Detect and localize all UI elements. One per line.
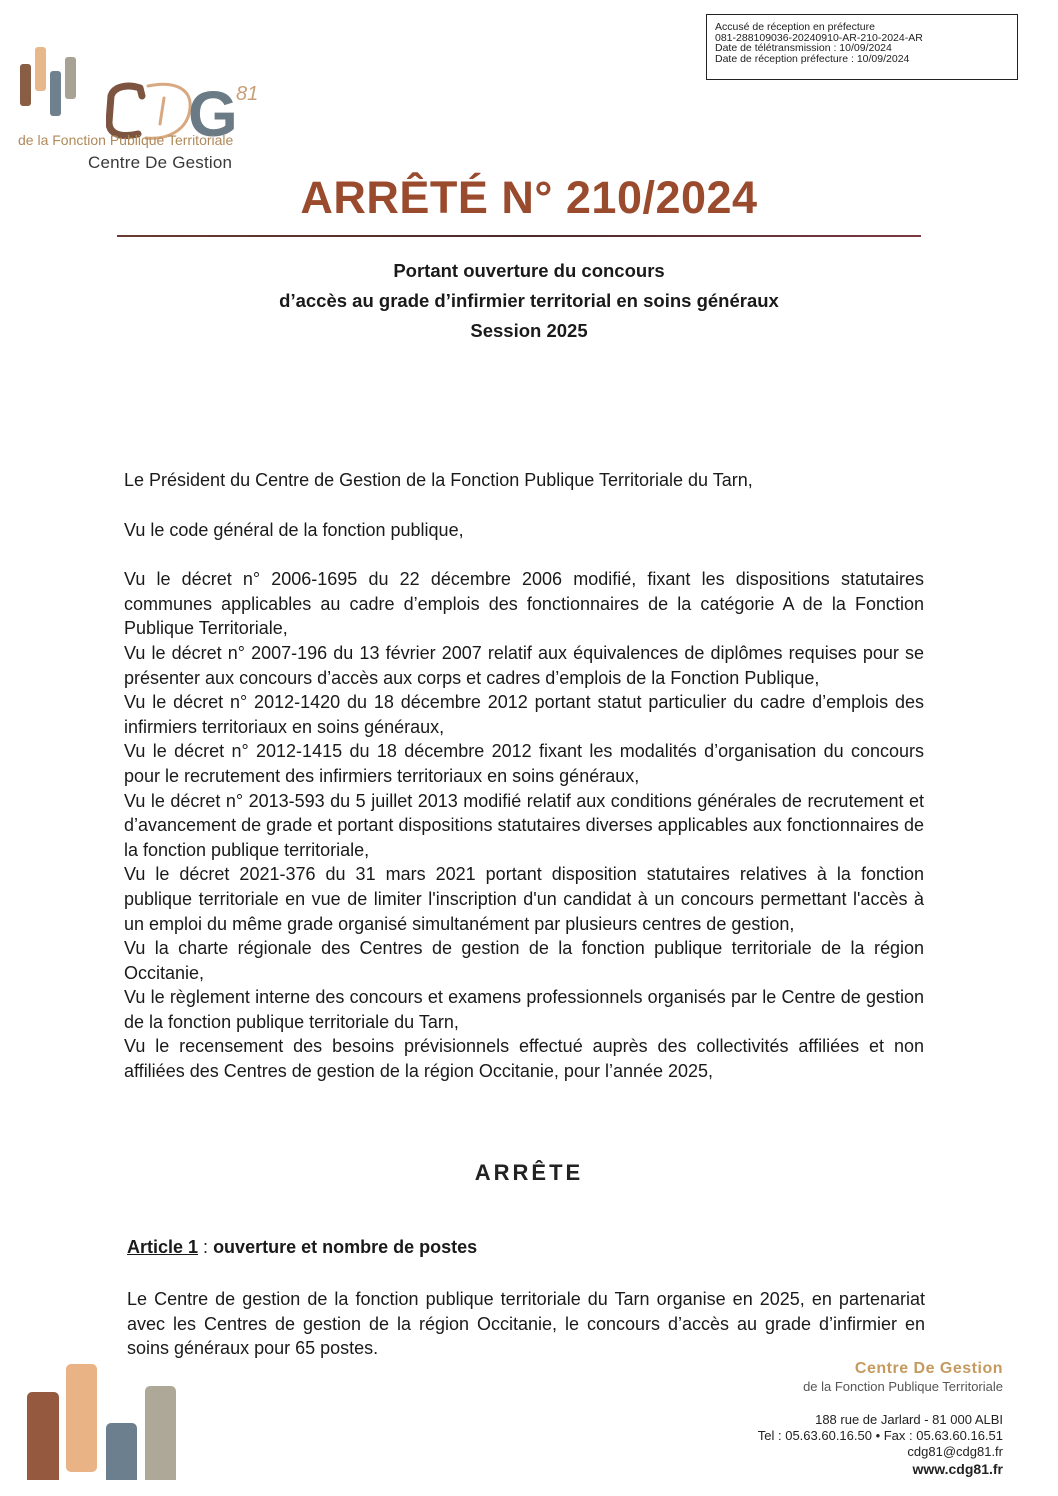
article-1-title: ouverture et nombre de postes — [213, 1237, 478, 1257]
footer-bar-brown — [27, 1392, 59, 1480]
visa-decret-2021-376: Vu le décret 2021-376 du 31 mars 2021 portant disposition statutaires relatives à la fonction publique territoriale en vue de limiter l'inscription d'un candidat à un concours permettant l'accès à un emploi du même grade organisé simultanément par plusieurs centres de gestion, — [124, 864, 924, 934]
svg-text:G: G — [188, 78, 238, 142]
footer-bar-taupe — [145, 1386, 176, 1480]
visa-decret-2007-196: Vu le décret n° 2007-196 du 13 février 2007 relatif aux équivalences de diplômes requises pour se présenter aux concours d’accès aux corps et cadres d’emplois de la Fonction Publique, — [124, 642, 924, 688]
stamp-teletransmission-date: Date de télétransmission : 10/09/2024 — [715, 42, 892, 54]
visa-code-general: Vu le code général de la fonction publique, — [124, 519, 464, 540]
article-1-separator: : — [198, 1237, 214, 1257]
title-divider — [117, 235, 921, 237]
logo-bar-taupe — [65, 57, 76, 99]
visa-decret-2013-593: Vu le décret n° 2013-593 du 5 juillet 2013 modifié relatif aux conditions générales de recrutement et d’avancement de grade et portant dispositions statutaires diverses applicables aux fonctionnaires de la fonction publique territoriale, — [124, 790, 924, 860]
preamble — [124, 468, 924, 1084]
footer-website[interactable]: www.cdg81.fr — [912, 1461, 1003, 1477]
logo-bar-peach — [35, 47, 46, 91]
subtitle-line-1: Portant ouverture du concours — [393, 260, 665, 281]
footer-logo-bars — [26, 1362, 186, 1492]
logo-bar-slate — [50, 71, 61, 116]
stamp-line-1: Accusé de réception en préfecture — [715, 21, 875, 33]
article-1-heading — [127, 1237, 477, 1258]
cdg81-logo — [18, 40, 268, 172]
footer-contact — [758, 1360, 1003, 1477]
visa-decret-2012-1415: Vu le décret n° 2012-1415 du 18 décembre 2012 fixant les modalités d’organisation du concours pour le recrutement des infirmiers territoriaux en soins généraux, — [124, 741, 924, 786]
visa-charte-regionale: Vu la charte régionale des Centres de gestion de la fonction publique territoriale de la région Occitanie, — [124, 938, 924, 983]
visa-decret-2006-1695: Vu le décret n° 2006-1695 du 22 décembre 2006 modifié, fixant les dispositions statutaires communes applicables au cadre d’emplois des fonctionnaires de la catégorie A de la Fonction Publique Territoriale, — [124, 569, 924, 639]
subtitle-line-2: d’accès au grade d’infirmier territorial en soins généraux — [279, 290, 779, 311]
stamp-reception-date: Date de réception préfecture : 10/09/2024 — [715, 52, 910, 65]
visa-reglement-interne: Vu le règlement interne des concours et examens professionnels organisés par le Centre de gestion de la fonction publique territoriale du Tarn, — [124, 987, 924, 1032]
footer-bar-peach — [66, 1364, 97, 1472]
logo-line-2: de la Fonction Publique Territoriale — [18, 132, 234, 148]
document-title: ARRÊTÉ N° 210/2024 — [300, 172, 758, 223]
article-1-text: Le Centre de gestion de la fonction publique territoriale du Tarn organise en 2025, en partenariat avec les Centres de gestion de la région Occitanie, le concours d’accès au grade d’infirmier en soins généraux pour 65 postes. — [127, 1289, 925, 1359]
prefecture-reception-stamp — [706, 14, 1018, 80]
visa-decret-2012-1420: Vu le décret n° 2012-1420 du 18 décembre 2012 portant statut particulier du cadre d’emplois des infirmiers territoriaux en soins généraux, — [124, 692, 924, 737]
visa-recensement: Vu le recensement des besoins prévisionnels effectué auprès des collectivités affiliées et non affiliées des Centres de gestion de la région Occitanie, pour l’année 2025, — [124, 1036, 924, 1082]
footer-bar-slate — [106, 1423, 137, 1480]
document-subtitle — [0, 256, 1058, 346]
logo-bar-brown — [20, 64, 31, 106]
footer-address: 188 rue de Jarlard - 81 000 ALBI — [815, 1412, 1003, 1427]
logo-line-1: Centre De Gestion — [88, 153, 233, 172]
footer-address-block — [758, 1412, 1003, 1460]
stamp-reference: 081-288109036-20240910-AR-210-2024-AR — [715, 31, 923, 44]
svg-text:81: 81 — [236, 83, 259, 105]
article-1-label: Article 1 — [127, 1237, 199, 1257]
footer-org-name: Centre De Gestion — [854, 1360, 1003, 1377]
footer-org-subtitle: de la Fonction Publique Territoriale — [803, 1379, 1003, 1394]
footer-phone-fax: Tel : 05.63.60.16.50 • Fax : 05.63.60.16.51 — [757, 1428, 1003, 1443]
subtitle-session: Session 2025 — [470, 320, 588, 341]
decision-heading: ARRÊTE — [474, 1160, 584, 1185]
president-line: Le Président du Centre de Gestion de la Fonction Publique Territoriale du Tarn, — [124, 470, 753, 490]
footer-email[interactable]: cdg81@cdg81.fr — [907, 1444, 1003, 1459]
